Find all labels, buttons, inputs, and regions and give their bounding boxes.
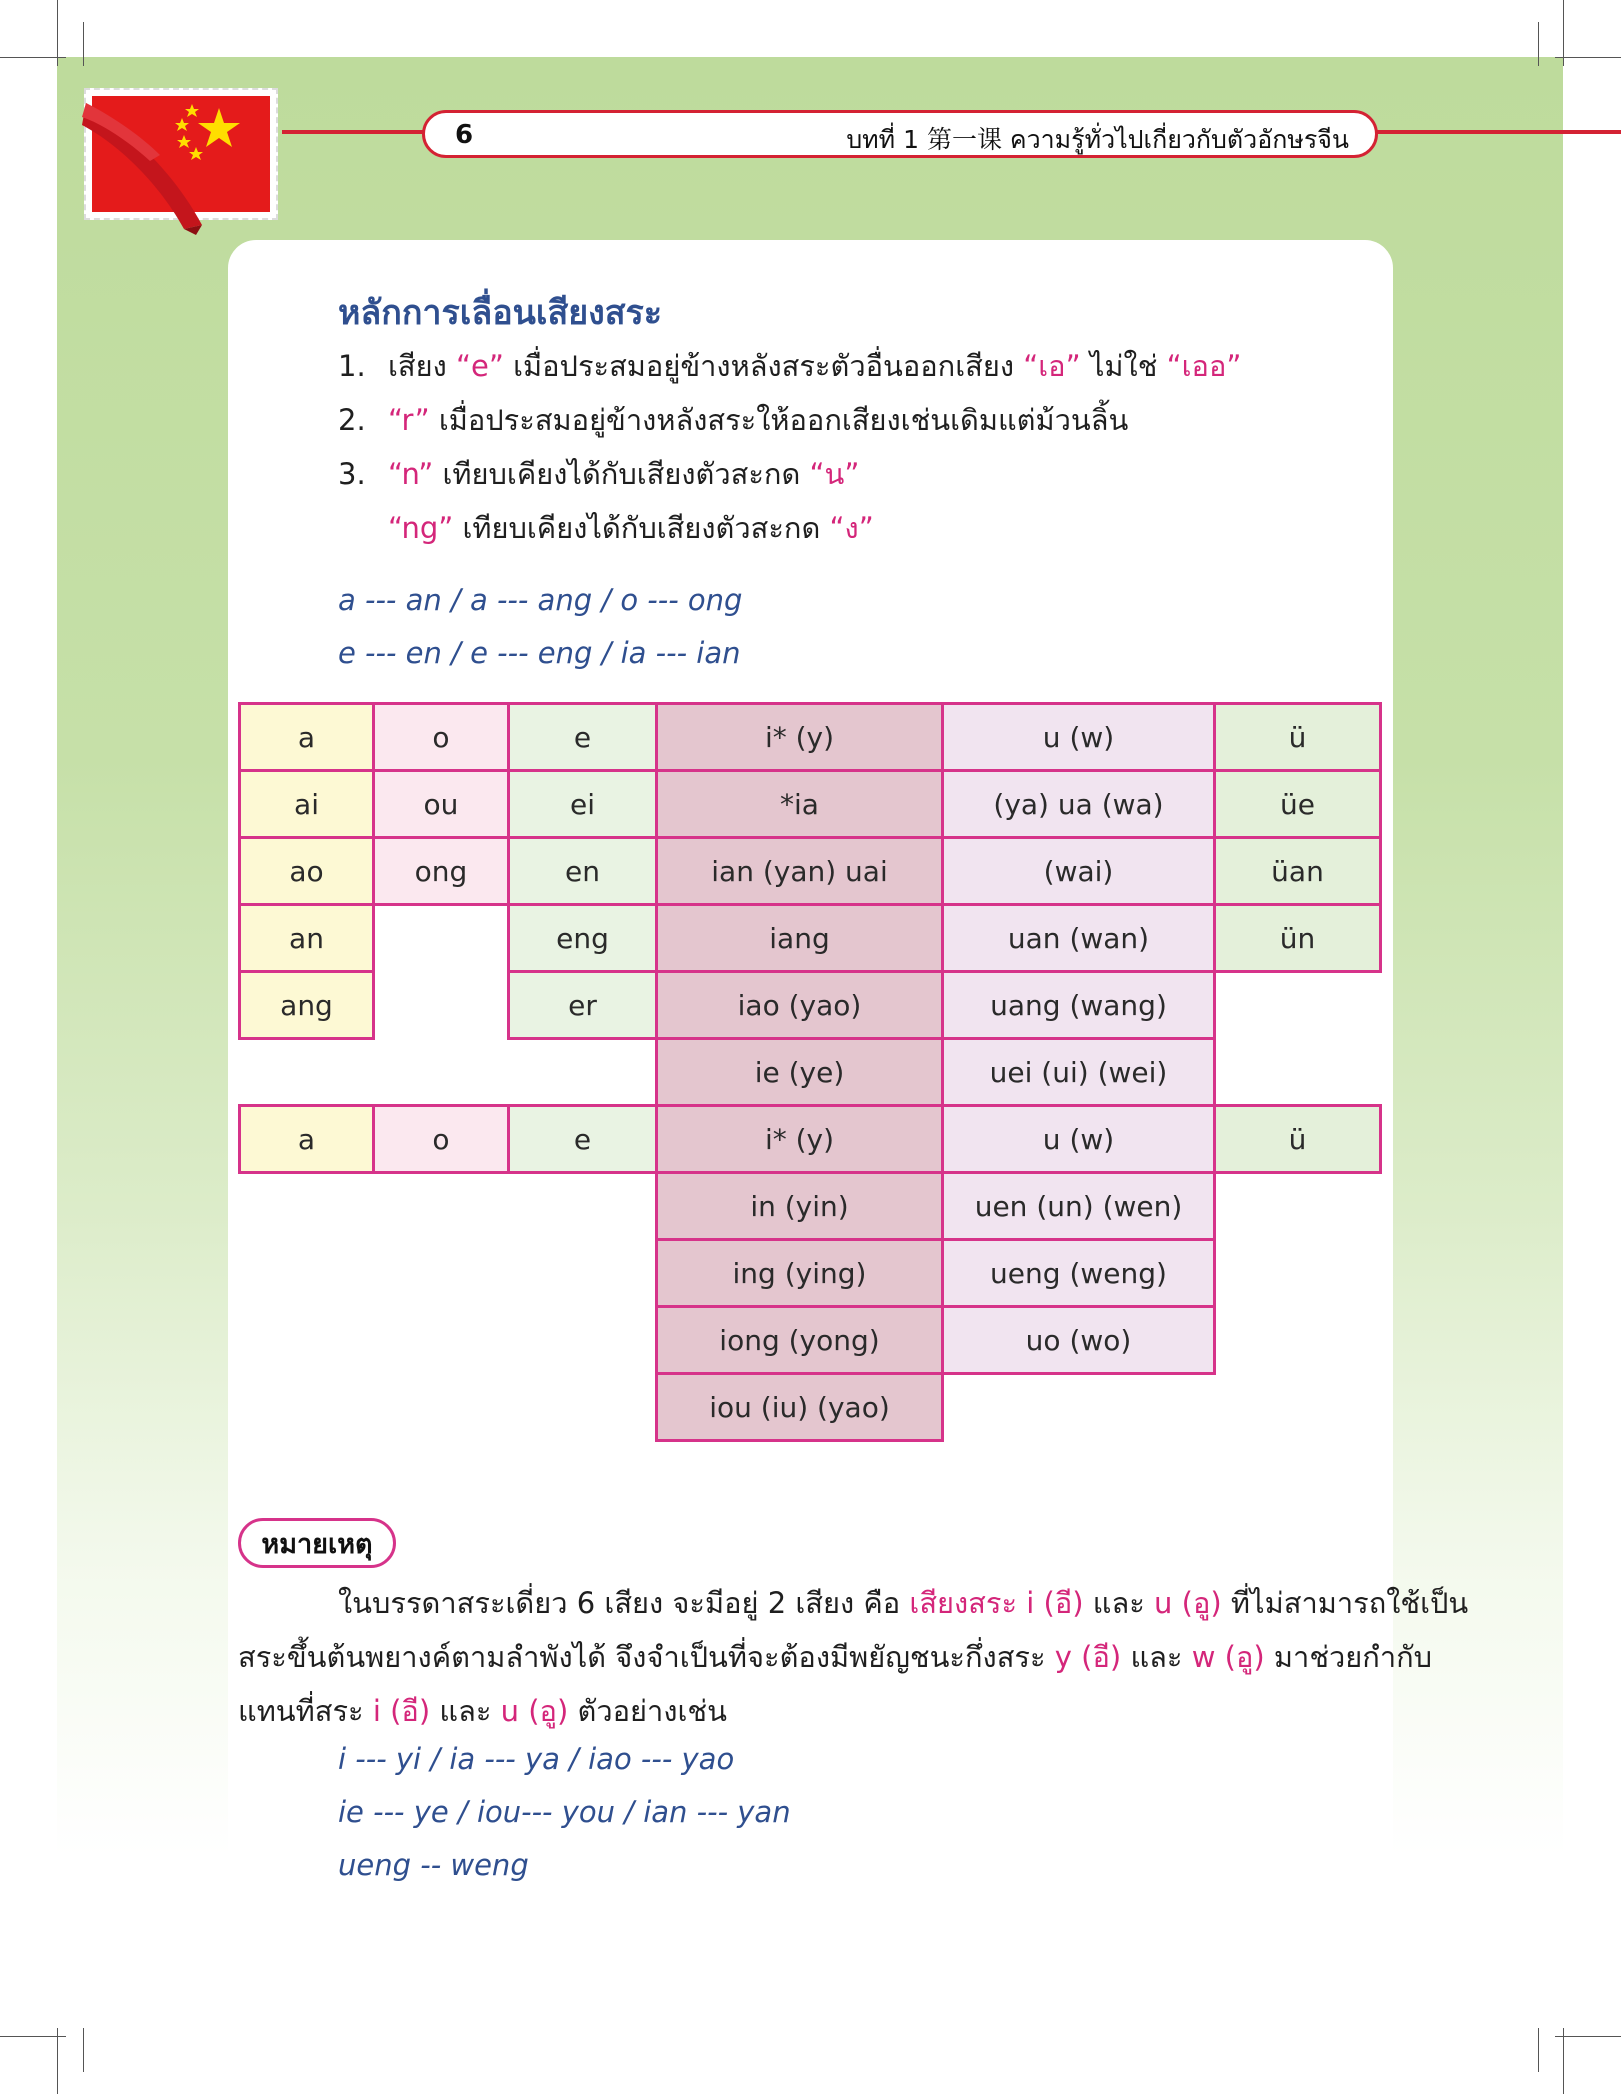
table-cell: ei <box>507 769 658 839</box>
note-line-3 <box>238 1688 727 1734</box>
table-cell: eng <box>507 903 658 973</box>
example-line: e --- en / e --- eng / ia --- ian <box>338 636 741 670</box>
note-text: ในบรรดาสระเดี่ยว 6 เสียง จะมีอยู่ 2 เสียง คือ <box>338 1586 910 1620</box>
table-cell: *ia <box>655 769 944 839</box>
rule-number: 2. <box>338 403 366 437</box>
table-cell: iong (yong) <box>655 1305 944 1375</box>
table-cell: ao <box>238 836 375 906</box>
table-cell: a <box>238 702 375 772</box>
table-cell: (wai) <box>941 836 1216 906</box>
note-highlight: y (อี) <box>1054 1640 1122 1674</box>
note-example: i --- yi / ia --- ya / iao --- yao <box>338 1742 735 1776</box>
table-cell: üe <box>1213 769 1382 839</box>
rule-number: 1. <box>338 349 366 383</box>
table-cell: i* (y) <box>655 1104 944 1174</box>
rule-highlight: “เอ” <box>1023 349 1081 383</box>
table-cell: ü <box>1213 702 1382 772</box>
table-cell: ueng (weng) <box>941 1238 1216 1308</box>
table-cell: uo (wo) <box>941 1305 1216 1375</box>
note-highlight: u (อู) <box>1154 1586 1222 1620</box>
note-text: ตัวอย่างเช่น <box>568 1694 727 1728</box>
note-highlight: i (อี) <box>372 1694 431 1728</box>
table-cell: u (w) <box>941 702 1216 772</box>
rule-text: เทียบเคียงได้กับเสียงตัวสะกด <box>453 511 830 545</box>
rule-text: ไม่ใช่ <box>1080 349 1167 383</box>
crop-mark <box>83 22 84 66</box>
rule-highlight: “ง” <box>829 511 874 545</box>
page-number: 6 <box>455 120 474 150</box>
rule-highlight: “n” <box>388 457 434 491</box>
crop-mark <box>1563 2028 1564 2094</box>
rule-highlight: “น” <box>809 457 860 491</box>
note-text: และ <box>1121 1640 1192 1674</box>
crop-mark <box>1538 2028 1539 2072</box>
rule-3b <box>338 505 874 551</box>
table-cell: a <box>238 1104 375 1174</box>
table-cell: i* (y) <box>655 702 944 772</box>
rule-highlight: “r” <box>388 403 430 437</box>
table-cell: iao (yao) <box>655 970 944 1040</box>
section-heading: หลักการเลื่อนเสียงสระ <box>338 293 663 333</box>
note-example: ie --- ye / iou--- you / ian --- yan <box>338 1795 791 1829</box>
crop-mark <box>1555 57 1621 58</box>
table-cell: ong <box>372 836 510 906</box>
table-cell: ou <box>372 769 510 839</box>
table-cell: uang (wang) <box>941 970 1216 1040</box>
crop-mark <box>83 2028 84 2072</box>
table-cell: ai <box>238 769 375 839</box>
chapter-title: บทที่ 1 第一课 ความรู้ทั่วไปเกี่ยวกับตัวอักษรจีน <box>846 125 1349 154</box>
note-line-2 <box>238 1634 1432 1680</box>
rule-text: เมื่อประสมอยู่ข้างหลังสระตัวอื่นออกเสียง <box>503 349 1024 383</box>
table-cell: ian (yan) uai <box>655 836 944 906</box>
note-example: ueng -- weng <box>338 1848 529 1882</box>
rule-highlight: “e” <box>455 349 504 383</box>
table-cell: o <box>372 1104 510 1174</box>
note-highlight: w (อู) <box>1191 1640 1265 1674</box>
table-cell: ing (ying) <box>655 1238 944 1308</box>
note-highlight: เสียงสระ i (อี) <box>909 1586 1084 1620</box>
table-cell: ang <box>238 970 375 1040</box>
table-cell: uan (wan) <box>941 903 1216 973</box>
rule-text: เมื่อประสมอยู่ข้างหลังสระให้ออกเสียงเช่นเดิมแต่ม้วนลิ้น <box>429 403 1129 437</box>
table-cell: e <box>507 702 658 772</box>
rule-highlight: “ng” <box>388 511 454 545</box>
table-cell: iang <box>655 903 944 973</box>
table-cell: ü <box>1213 1104 1382 1174</box>
table-cell: in (yin) <box>655 1171 944 1241</box>
table-cell: üan <box>1213 836 1382 906</box>
crop-mark <box>1538 22 1539 66</box>
table-cell: en <box>507 836 658 906</box>
table-cell: an <box>238 903 375 973</box>
table-cell: uen (un) (wen) <box>941 1171 1216 1241</box>
table-cell: ün <box>1213 903 1382 973</box>
table-cell: iou (iu) (yao) <box>655 1372 944 1442</box>
crop-mark <box>1563 0 1564 66</box>
table-cell: e <box>507 1104 658 1174</box>
rule-text: เทียบเคียงได้กับเสียงตัวสะกด <box>433 457 810 491</box>
crop-mark <box>57 0 58 66</box>
table-cell: uei (ui) (wei) <box>941 1037 1216 1107</box>
table-cell: ie (ye) <box>655 1037 944 1107</box>
note-text: มาช่วยกำกับ <box>1264 1640 1433 1674</box>
table-cell: o <box>372 702 510 772</box>
rule-1 <box>338 343 1241 389</box>
note-text: แทนที่สระ <box>238 1694 373 1728</box>
note-line-1 <box>338 1580 1468 1626</box>
rule-2 <box>338 397 1128 443</box>
rule-3 <box>338 451 859 497</box>
note-label: หมายเหตุ <box>238 1518 396 1568</box>
note-text: สระขึ้นต้นพยางค์ตามลำพังได้ จึงจำเป็นที่จะต้องมีพยัญชนะกึ่งสระ <box>238 1640 1055 1674</box>
ribbon-decoration <box>80 95 220 235</box>
note-highlight: u (อู) <box>500 1694 569 1728</box>
header-banner <box>422 110 1378 158</box>
rule-highlight: “เออ” <box>1166 349 1242 383</box>
table-cell: u (w) <box>941 1104 1216 1174</box>
rule-text: เสียง <box>388 349 456 383</box>
note-text: และ <box>1083 1586 1155 1620</box>
crop-mark <box>57 2028 58 2094</box>
crop-mark <box>1555 2036 1621 2037</box>
note-text: ที่ไม่สามารถใช้เป็น <box>1221 1586 1469 1620</box>
rule-number: 3. <box>338 457 366 491</box>
table-cell: (ya) ua (wa) <box>941 769 1216 839</box>
note-text: และ <box>430 1694 501 1728</box>
example-line: a --- an / a --- ang / o --- ong <box>338 583 743 617</box>
table-cell: er <box>507 970 658 1040</box>
